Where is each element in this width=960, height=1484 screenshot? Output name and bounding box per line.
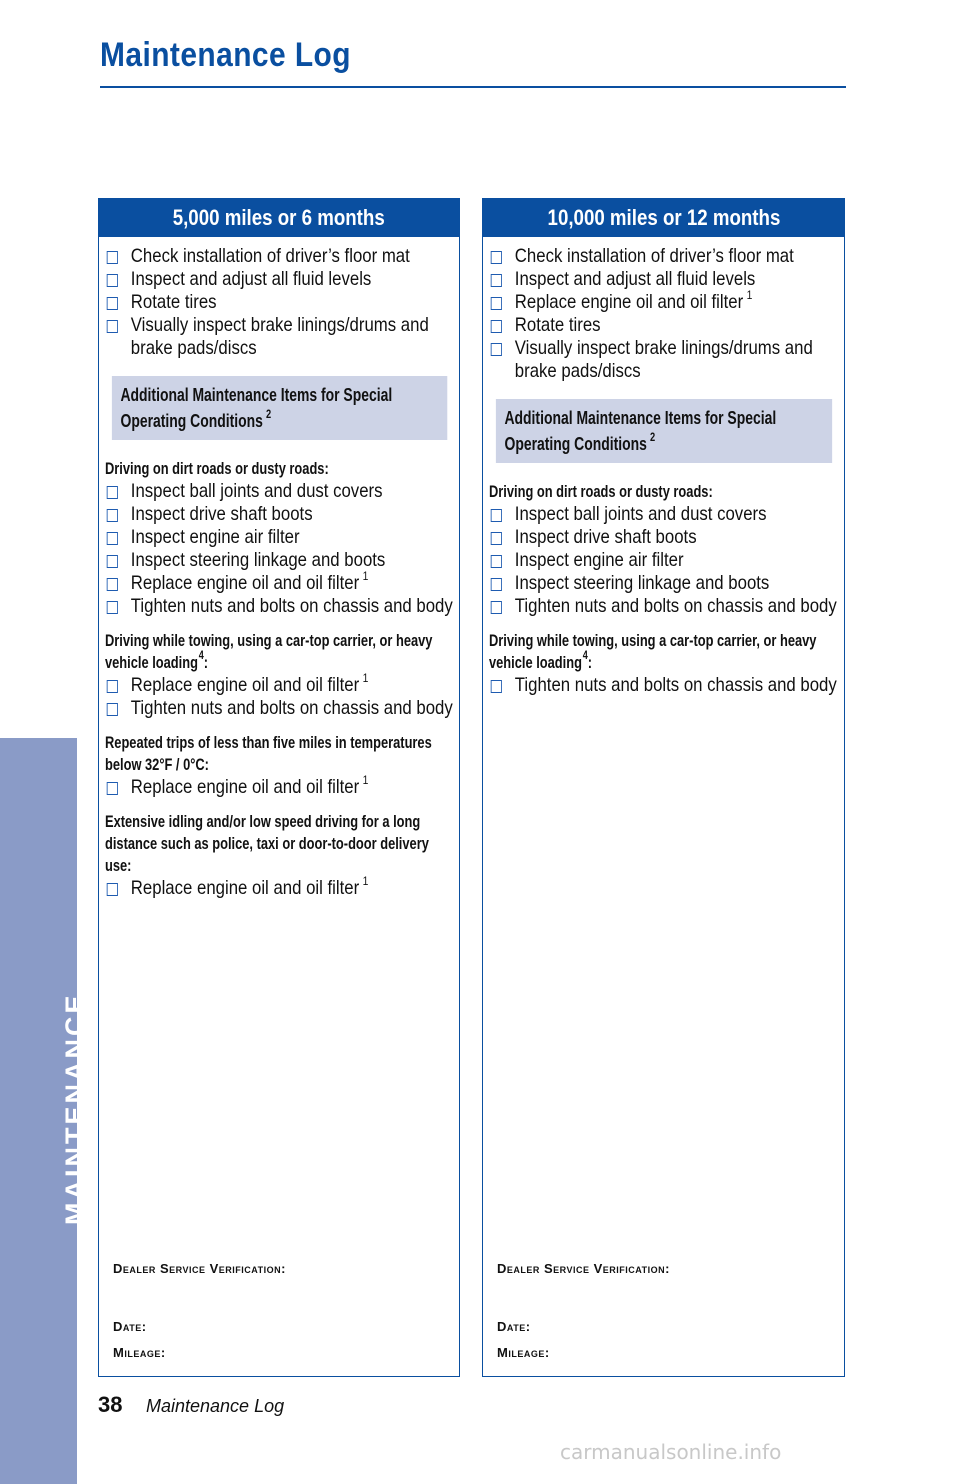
date-label: Date: xyxy=(113,1319,147,1334)
footnote-ref: 1 xyxy=(746,288,753,302)
condition-checklist xyxy=(105,773,454,799)
checklist-item xyxy=(105,671,454,697)
checkbox-icon[interactable] xyxy=(107,883,118,896)
checkbox-icon[interactable] xyxy=(491,509,502,522)
mileage-label: Mileage: xyxy=(497,1345,550,1360)
checkbox-icon[interactable] xyxy=(491,251,502,264)
dealer-verification-label: Dealer Service Verification: xyxy=(497,1261,670,1276)
checklist-item-text: Check installation of driver’s floor mat xyxy=(130,245,410,267)
checklist-item-text: Inspect engine air filter xyxy=(514,549,684,571)
checkbox-icon[interactable] xyxy=(107,297,118,310)
footnote-ref: 4 xyxy=(582,648,588,662)
checklist-item xyxy=(105,595,454,618)
checklist-item xyxy=(105,526,454,549)
footnote-ref: 1 xyxy=(362,773,369,787)
checklist-item-text: Inspect drive shaft boots xyxy=(514,526,697,548)
panel-header xyxy=(99,199,459,237)
checkbox-icon[interactable] xyxy=(107,486,118,499)
condition-checklist xyxy=(489,674,839,697)
checkbox-icon[interactable] xyxy=(107,532,118,545)
checklist-item-text: Replace engine oil and oil filter xyxy=(130,877,360,899)
dealer-verification-label: Dealer Service Verification: xyxy=(113,1261,286,1276)
checklist-item xyxy=(105,245,454,268)
checklist-item-text: Replace engine oil and oil filter xyxy=(130,572,360,594)
special-conditions-title: Additional Maintenance Items for Special Operating Conditions xyxy=(504,408,777,454)
checklist-item-text: Inspect engine air filter xyxy=(130,526,300,548)
condition-heading-text: Extensive idling and/or low speed driving for a long distance such as police, taxi or door-to-door delivery use: xyxy=(105,812,429,875)
checklist-item xyxy=(105,268,454,291)
panel-header xyxy=(483,199,844,237)
checkbox-icon[interactable] xyxy=(491,601,502,614)
checklist-item xyxy=(489,526,839,549)
checklist-item xyxy=(105,569,454,595)
condition-heading xyxy=(489,481,837,503)
condition-checklist xyxy=(489,503,839,618)
condition-checklist xyxy=(105,874,454,900)
checkbox-icon[interactable] xyxy=(491,343,502,356)
footnote-ref: 4 xyxy=(198,648,204,662)
checklist-item xyxy=(105,773,454,799)
checkbox-icon[interactable] xyxy=(491,297,502,310)
checklist-item-text: Tighten nuts and bolts on chassis and body xyxy=(514,674,837,696)
checklist-item-text: Replace engine oil and oil filter xyxy=(514,291,744,313)
mileage-label: Mileage: xyxy=(113,1345,166,1360)
panel-content xyxy=(105,245,454,900)
condition-heading xyxy=(105,732,452,776)
checklist-item-text: Replace engine oil and oil filter xyxy=(130,674,360,696)
checklist-item-text: Inspect ball joints and dust covers xyxy=(514,503,767,525)
checkbox-icon[interactable] xyxy=(491,578,502,591)
panel-content xyxy=(489,245,839,697)
footnote-ref: 1 xyxy=(362,671,369,685)
condition-heading: Driving while towing, using a car-top carrier, or heavy vehicle loading$^4$: xyxy=(105,631,433,672)
checkbox-icon[interactable] xyxy=(491,680,502,693)
checklist-item xyxy=(105,291,454,314)
checklist-item xyxy=(489,549,839,572)
footnote-ref: 1 xyxy=(362,569,369,583)
checkbox-icon[interactable] xyxy=(107,703,118,716)
checkbox-icon[interactable] xyxy=(107,555,118,568)
checklist-item-text: Check installation of driver’s floor mat xyxy=(514,245,794,267)
checklist-item xyxy=(105,549,454,572)
condition-heading-text: Driving on dirt roads or dusty roads: xyxy=(105,459,329,478)
checklist-item xyxy=(489,314,839,337)
checklist-item-text: Visually inspect brake linings/drums and brake pads/discs xyxy=(130,314,429,359)
condition-heading-text: Driving on dirt roads or dusty roads: xyxy=(489,482,713,501)
panel-body xyxy=(99,237,459,900)
checklist-item-text: Inspect drive shaft boots xyxy=(130,503,313,525)
side-section-label: MAINTENANCE xyxy=(60,992,90,1225)
special-conditions-title: Additional Maintenance Items for Special Operating Conditions xyxy=(120,385,393,431)
checklist-item-text: Rotate tires xyxy=(514,314,601,336)
checklist-item xyxy=(105,697,454,720)
checklist-item-text: Replace engine oil and oil filter xyxy=(130,776,360,798)
condition-heading-text: Driving while towing, using a car-top carrier, or heavy vehicle loading xyxy=(489,631,817,672)
panel-header-label: 5,000 miles or 6 months xyxy=(172,205,386,230)
maintenance-panel-5000 xyxy=(98,198,460,1377)
condition-heading xyxy=(105,458,452,480)
checkbox-icon[interactable] xyxy=(107,320,118,333)
panel-body xyxy=(483,237,844,697)
checkbox-icon[interactable] xyxy=(491,320,502,333)
date-label: Date: xyxy=(497,1319,531,1334)
special-conditions-footnote: 2 xyxy=(649,430,656,444)
page-number: 38 xyxy=(98,1392,123,1417)
checkbox-icon[interactable] xyxy=(491,555,502,568)
checkbox-icon[interactable] xyxy=(107,680,118,693)
checklist-item xyxy=(105,503,454,526)
checklist-item xyxy=(105,480,454,503)
special-conditions-footnote: 2 xyxy=(265,407,272,421)
checklist-item-text: Inspect steering linkage and boots xyxy=(130,549,386,571)
footnote-ref: 1 xyxy=(362,874,369,888)
checklist-item xyxy=(489,674,839,697)
checklist-item xyxy=(489,288,839,314)
checklist-item xyxy=(489,595,839,618)
checklist-item-text: Visually inspect brake linings/drums and brake pads/discs xyxy=(514,337,813,382)
panel-header-label: 10,000 miles or 12 months xyxy=(547,205,780,230)
checklist-item-text: Inspect steering linkage and boots xyxy=(514,572,770,594)
page-title: Maintenance Log xyxy=(100,36,351,74)
checklist-item xyxy=(489,268,839,291)
watermark: carmanualsonline.info xyxy=(560,1440,782,1464)
checklist-item xyxy=(489,337,839,383)
checklist-item xyxy=(489,503,839,526)
checklist-item-text: Rotate tires xyxy=(130,291,217,313)
special-conditions-box xyxy=(112,376,447,440)
checkbox-icon[interactable] xyxy=(491,532,502,545)
checkbox-icon[interactable] xyxy=(107,509,118,522)
checklist-item xyxy=(489,572,839,595)
condition-heading: Driving while towing, using a car-top carrier, or heavy vehicle loading$^4$: xyxy=(489,631,817,672)
checklist-item-text: Tighten nuts and bolts on chassis and body xyxy=(130,697,453,719)
condition-groups xyxy=(489,481,839,697)
checklist-item-text: Tighten nuts and bolts on chassis and body xyxy=(130,595,453,617)
checkbox-icon[interactable] xyxy=(107,251,118,264)
checklist-item xyxy=(105,874,454,900)
condition-heading-text: Driving while towing, using a car-top carrier, or heavy vehicle loading xyxy=(105,631,433,672)
main-checklist xyxy=(489,245,839,383)
checklist-item-text: Tighten nuts and bolts on chassis and body xyxy=(514,595,837,617)
checkbox-icon[interactable] xyxy=(107,578,118,591)
condition-heading xyxy=(105,811,452,877)
checklist-item xyxy=(489,245,839,268)
special-conditions-box xyxy=(496,399,832,463)
maintenance-panel-10000 xyxy=(482,198,845,1377)
checklist-item xyxy=(105,314,454,360)
footer-section-title: Maintenance Log xyxy=(146,1396,285,1416)
checkbox-icon[interactable] xyxy=(491,274,502,287)
checkbox-icon[interactable] xyxy=(107,274,118,287)
title-rule xyxy=(100,86,846,88)
checklist-item-text: Inspect ball joints and dust covers xyxy=(130,480,383,502)
condition-heading-text: Repeated trips of less than five miles in temperatures below 32°F / 0°C: xyxy=(105,733,432,774)
main-checklist xyxy=(105,245,454,360)
condition-checklist xyxy=(105,480,454,618)
checklist-item-text: Inspect and adjust all fluid levels xyxy=(130,268,372,290)
condition-groups xyxy=(105,458,454,900)
checkbox-icon[interactable] xyxy=(107,601,118,614)
checklist-item-text: Inspect and adjust all fluid levels xyxy=(514,268,756,290)
checkbox-icon[interactable] xyxy=(107,782,118,795)
condition-checklist xyxy=(105,671,454,720)
